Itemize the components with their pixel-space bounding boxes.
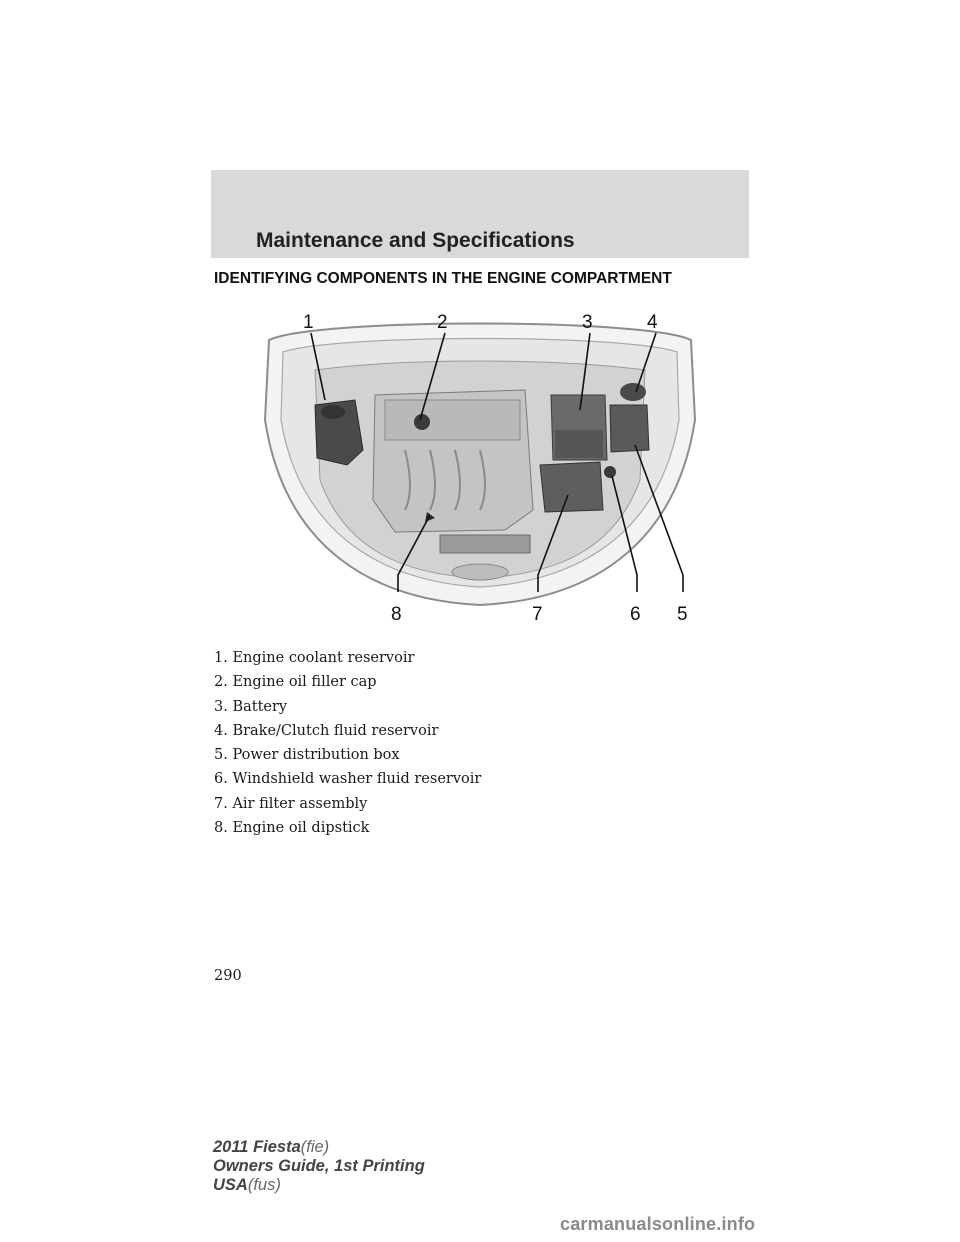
callout-7: 7 <box>532 604 543 625</box>
oil-filler-cap-shape <box>414 414 430 430</box>
legend-item: 7. Air filter assembly <box>214 795 368 812</box>
engine-compartment-diagram <box>255 300 705 630</box>
legend-item: 3. Battery <box>214 698 288 715</box>
watermark: carmanualsonline.info <box>560 1214 756 1234</box>
legend-item: 1. Engine coolant reservoir <box>214 650 415 666</box>
washer-reservoir-cap-shape <box>604 466 616 478</box>
print-footer <box>213 1138 425 1195</box>
page-number: 290 <box>214 968 242 984</box>
footer-line-3 <box>213 1176 425 1195</box>
page-heading: IDENTIFYING COMPONENTS IN THE ENGINE COMPARTMENT <box>214 270 672 287</box>
footer-line-1 <box>213 1138 425 1157</box>
callout-4: 4 <box>647 312 658 333</box>
footer-market: USA <box>213 1176 248 1194</box>
callout-6: 6 <box>630 604 641 625</box>
legend-item: 8. Engine oil dipstick <box>214 820 370 837</box>
footer-line-2: Owners Guide, 1st Printing <box>213 1157 425 1175</box>
component-legend <box>214 648 481 842</box>
legend-item: 4. Brake/Clutch fluid reservoir <box>214 722 439 739</box>
callout-2: 2 <box>437 312 448 333</box>
callout-3: 3 <box>582 312 593 333</box>
legend-item: 5. Power distribution box <box>214 747 400 764</box>
air-filter-shape <box>540 462 603 512</box>
callout-1: 1 <box>303 312 314 333</box>
callout-8: 8 <box>391 604 402 625</box>
footer-model-code: (fie) <box>300 1138 330 1156</box>
legend-item: 2. Engine oil filler cap <box>214 674 377 691</box>
legend-item: 6. Windshield washer fluid reservoir <box>214 771 482 788</box>
brake-fluid-reservoir-shape <box>620 383 646 401</box>
power-distribution-box-shape <box>610 405 649 452</box>
callout-5: 5 <box>677 604 688 625</box>
section-title: Maintenance and Specifications <box>256 229 575 252</box>
footer-model: 2011 Fiesta <box>213 1138 301 1156</box>
footer-market-code: (fus) <box>247 1176 281 1194</box>
